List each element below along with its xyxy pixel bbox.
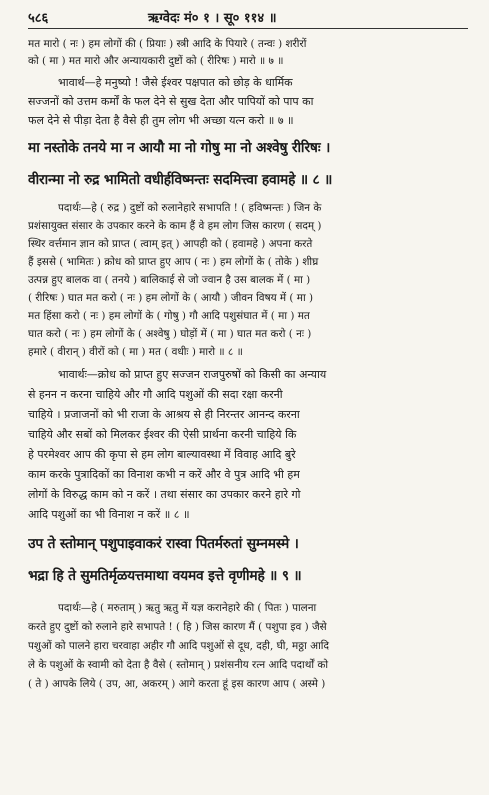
page-number: ५८६ bbox=[28, 11, 49, 26]
text-line: चाहिये और सबों को मिलकर ईश्वर की ऐसी प्रार्थना करनी चाहिये कि bbox=[28, 428, 297, 441]
mantra-line: भद्रा हि ते सुमतिर्मृळयत्तमाथा वयमव इत्ते वृणीमहे ॥ ९ ॥ bbox=[28, 568, 302, 584]
text-line: सज्जनों को उत्तम कर्मों के फल देने से सुख देता और पापियों को पाप का bbox=[28, 95, 314, 108]
text-line: पदार्थः—हे ( मरुताम् ) ऋतु ऋतु में यज्ञ करानेहारे की ( पितः ) पालना bbox=[58, 602, 317, 614]
text-line: उत्पन्न हुए बालक वा ( तनये ) बालिकाई से जो ज्वान है उस बालक में ( मा ) bbox=[28, 274, 311, 286]
text-line: प्रशंसायुक्त संसार के उपकार करने के काम हैं वे हम लोग जिस कारण ( सदम् ) bbox=[28, 220, 322, 232]
mantra-line: मा नस्तोके तनये मा न आयौ मा नो गोषु मा नो अश्वेषु रीरिषः । bbox=[28, 140, 331, 156]
mantra-line: वीरान्मा नो रुद्र भामितो वधीर्हविष्मन्तः सदमित्त्वा हवामहे ॥ ८ ॥ bbox=[28, 172, 333, 188]
text-line: पदार्थः—हे ( रुद्र ) दुष्टों को रुलानेहारे सभापति ! ( हविष्मन्तः ) जिन के bbox=[58, 202, 322, 214]
text-line: हे परमेश्वर आप की कृपा से हम लोग बाल्यावस्था में विवाह आदि बुरे bbox=[28, 448, 296, 461]
text-line: ( रीरिषः ) घात मत करो ( नः ) हम लोगों के ( आयौ ) जीवन विषय में ( मा ) bbox=[28, 292, 314, 304]
text-line: भावार्थ—हे मनुष्यो ! जैसे ईश्वर पक्षपात को छोड़ के धार्मिक bbox=[58, 76, 293, 89]
text-line: घात करो ( नः ) हम लोगों के ( अश्वेषु ) घोड़ों में ( मा ) घात मत करो ( नः ) bbox=[28, 328, 312, 340]
text-line: को ( मा ) मत मारो और अन्यायकारी दुष्टों को ( रीरिषः ) मारो ॥ ७ ॥ bbox=[28, 55, 284, 67]
running-title: ऋग्वेदः मं० १ । सू० ११४ ॥ bbox=[148, 11, 277, 26]
text-line: स्थिर वर्त्तमान ज्ञान को प्राप्त ( त्वाम् इत् ) आपही को ( हवामहे ) अपना करते bbox=[28, 238, 313, 250]
text-line: हमारे ( वीरान् ) वीरों को ( मा ) मत ( वधीः ) मारो ॥ ८ ॥ bbox=[28, 346, 243, 358]
text-line: भावार्थः—क्रोध को प्राप्त हुए सज्जन राजपुरुषों को किसी का अन्याय bbox=[58, 368, 327, 381]
page-header bbox=[28, 6, 468, 29]
text-line: काम करके पुत्रादिकों का विनाश कभी न करें और वे पुत्र आदि भी हम bbox=[28, 468, 300, 481]
text-line: करते हुए दुष्टों को रुलाने हारे सभापते ! ( हि ) जिस कारण मैं ( पशुपा इव ) जैसे bbox=[28, 621, 327, 633]
text-line: पशुओं को पालने हारा चरवाहा अहीर गौ आदि पशुओं से दूध, दही, घी, मठ्ठा आदि bbox=[28, 640, 329, 652]
text-line: हैं इससे ( भामितः ) क्रोध को प्राप्त हुए आप ( नः ) हम लोगों के ( तोके ) शीघ्र bbox=[28, 256, 319, 268]
text-line: ले के पशुओं के स्वामी को देता है वैसे ( स्तोमान् ) प्रशंसनीय रत्न आदि पदार्थों को bbox=[28, 659, 329, 671]
text-line: ( ते ) आपके लिये ( उप, आ, अकरम् ) आगे करता हूं इस कारण आप ( अस्मे ) bbox=[28, 678, 326, 690]
text-line: मत हिंसा करो ( नः ) हम लोगों के ( गोषु ) गौ आदि पशुसंघात में ( मा ) मत bbox=[28, 310, 310, 322]
text-line: से हनन न करना चाहिये और गौ आदि पशुओं की सदा रक्षा करनी bbox=[28, 388, 283, 401]
text-line: लोगों के विरुद्ध काम को न करें । तथा संसार का उपकार करने हारे गो bbox=[28, 488, 301, 501]
mantra-line: उप ते स्तोमान् पशुपाइवाकरं रास्वा पितर्मरुतां सुम्नमस्मे । bbox=[28, 536, 299, 552]
text-line: फल देने से पीड़ा देता है वैसे ही तुम लोग भी अच्छा यत्न करो ॥ ७ ॥ bbox=[28, 114, 294, 127]
text-line: आदि पशुओं का भी विनाश न करें ॥ ८ ॥ bbox=[28, 508, 190, 521]
text-line: चाहिये । प्रजाजनों को भी राजा के आश्रय से ही निरन्तर आनन्द करना bbox=[28, 408, 300, 421]
text-line: मत मारो ( नः ) हम लोगों की ( प्रियाः ) स्त्री आदि के पियारे ( तन्वः ) शरीरों bbox=[28, 38, 307, 50]
